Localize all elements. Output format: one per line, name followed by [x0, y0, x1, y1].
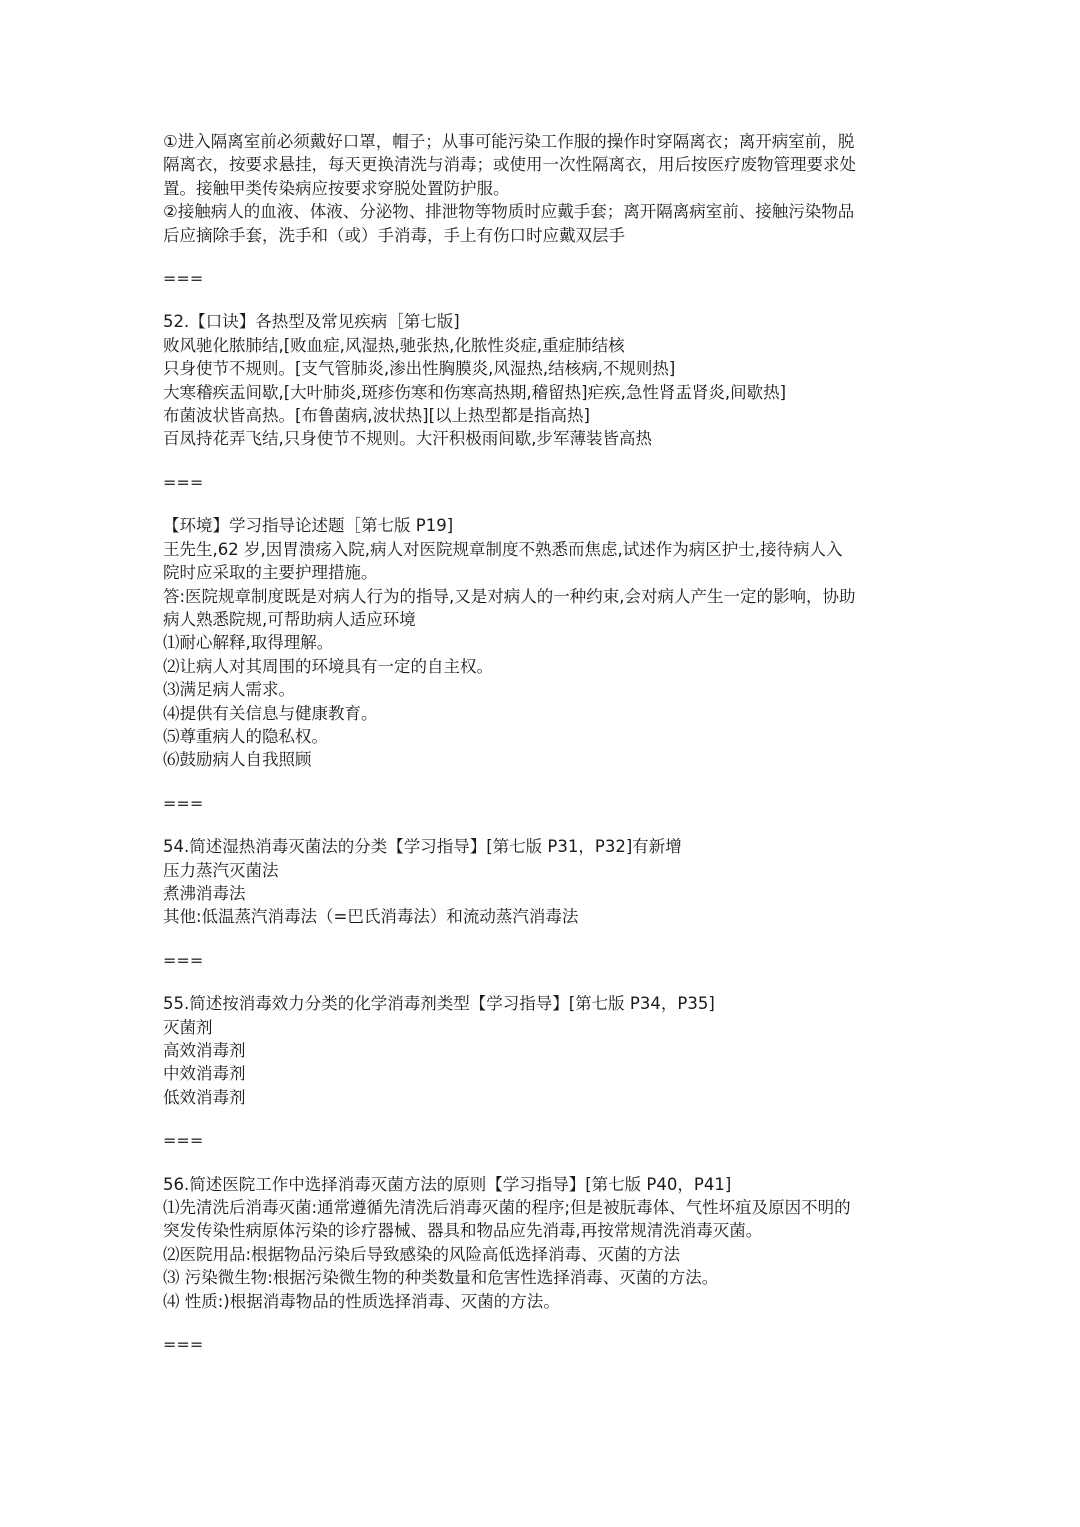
- list-item: ⑹鼓励病人自我照顾: [163, 750, 312, 770]
- text-line: 百凤持花弄飞结,只身使节不规则。大汗积极雨间歇,步军薄装皆高热: [163, 429, 652, 449]
- section-55-chemical-disinfectants: [163, 992, 923, 1109]
- section-heading: 54.简述湿热消毒灭菌法的分类【学习指导】[第七版 P31，P32]有新增: [163, 837, 682, 857]
- list-item: 压力蒸汽灭菌法: [163, 860, 279, 880]
- list-item: ⑸尊重病人的隐私权。: [163, 726, 328, 746]
- list-item: 高效消毒剂: [163, 1041, 246, 1060]
- text-line: 病人熟悉院规,可帮助病人适应环境: [163, 609, 416, 629]
- text-line: 置。接触甲类传染病应按要求穿脱处置防护服。: [163, 178, 510, 198]
- list-item: ⑶ 污染微生物:根据污染微生物的种类数量和危害性选择消毒、灭菌的方法。: [163, 1268, 719, 1288]
- list-item: 其他:低温蒸汽消毒法（=巴氏消毒法）和流动蒸汽消毒法: [163, 907, 579, 927]
- text-line: 答:医院规章制度既是对病人行为的指导,又是对病人的一种约束,会对病人产生一定的影响，协助: [163, 586, 856, 606]
- list-item: ⑵医院用品:根据物品污染后导致感染的风险高低选择消毒、灭菌的方法: [163, 1244, 681, 1264]
- section-heading: 55.简述按消毒效力分类的化学消毒剂类型【学习指导】[第七版 P34，P35]: [163, 994, 715, 1014]
- text-line: ②接触病人的血液、体液、分泌物、排泄物等物质时应戴手套；离开隔离病室前、接触污染物品: [163, 202, 855, 222]
- section-56-disinfection-principles: [163, 1173, 923, 1313]
- section-separator: ===: [163, 1335, 204, 1355]
- list-item: ⑷提供有关信息与健康教育。: [163, 703, 378, 723]
- text-line: 布菌波状皆高热。[布鲁菌病,波状热][以上热型都是指高热]: [163, 406, 590, 426]
- section-separator: ===: [163, 472, 204, 492]
- text-line: 突发传染性病原体污染的诊疗器械、器具和物品应先消毒,再按常规清洗消毒灭菌。: [163, 1221, 763, 1241]
- section-environment-essay: [163, 514, 923, 771]
- section-52-fever-types: [163, 310, 923, 450]
- list-item: 低效消毒剂: [163, 1087, 246, 1107]
- list-item: ⑵让病人对其周围的环境具有一定的自主权。: [163, 656, 493, 676]
- section-isolation-precautions: [163, 130, 923, 247]
- list-item: 灭菌剂: [163, 1017, 213, 1037]
- list-item: 煮沸消毒法: [163, 883, 246, 903]
- text-line: 王先生,62 岁,因胃溃疡入院,病人对医院规章制度不熟悉而焦虑,试述作为病区护士,接待病人入: [163, 539, 843, 559]
- text-line: ⑴先清洗后消毒灭菌:通常遵循先清洗后消毒灭菌的程序;但是被朊毒体、气性坏疽及原因不明的: [163, 1198, 851, 1218]
- text-line: 只身使节不规则。[支气管肺炎,渗出性胸膜炎,风湿热,结核病,不规则热]: [163, 359, 676, 379]
- section-separator: ===: [163, 793, 204, 813]
- section-separator: ===: [163, 1131, 204, 1151]
- section-54-moist-heat-sterilization: [163, 835, 923, 929]
- text-line: 败风驰化脓肺结,[败血症,风湿热,驰张热,化脓性炎症,重症肺结核: [163, 335, 625, 355]
- section-separator: ===: [163, 950, 204, 970]
- text-line: 隔离衣，按要求悬挂，每天更换清洗与消毒；或使用一次性隔离衣，用后按医疗废物管理要求处: [163, 155, 856, 175]
- text-line: 院时应采取的主要护理措施。: [163, 563, 378, 583]
- text-line: 后应摘除手套，洗手和（或）手消毒，手上有伤口时应戴双层手: [163, 225, 625, 245]
- text-line: 大寒稽疾盂间歇,[大叶肺炎,斑疹伤寒和伤寒高热期,稽留热]疟疾,急性肾盂肾炎,间歇热]: [163, 382, 787, 402]
- text-line: ①进入隔离室前必须戴好口罩，帽子；从事可能污染工作服的操作时穿隔离衣；离开病室前，脱: [163, 132, 855, 151]
- section-heading: 52.【口诀】各热型及常见疾病［第七版]: [163, 312, 460, 332]
- list-item: ⑶满足病人需求。: [163, 680, 295, 700]
- list-item: ⑴耐心解释,取得理解。: [163, 633, 334, 653]
- list-item: 中效消毒剂: [163, 1064, 246, 1084]
- section-heading: 【环境】学习指导论述题［第七版 P19]: [163, 516, 454, 536]
- document-body: [163, 130, 923, 1376]
- section-separator: ===: [163, 269, 204, 289]
- section-heading: 56.简述医院工作中选择消毒灭菌方法的原则【学习指导】[第七版 P40，P41]: [163, 1174, 732, 1194]
- list-item: ⑷ 性质:)根据消毒物品的性质选择消毒、灭菌的方法。: [163, 1291, 560, 1311]
